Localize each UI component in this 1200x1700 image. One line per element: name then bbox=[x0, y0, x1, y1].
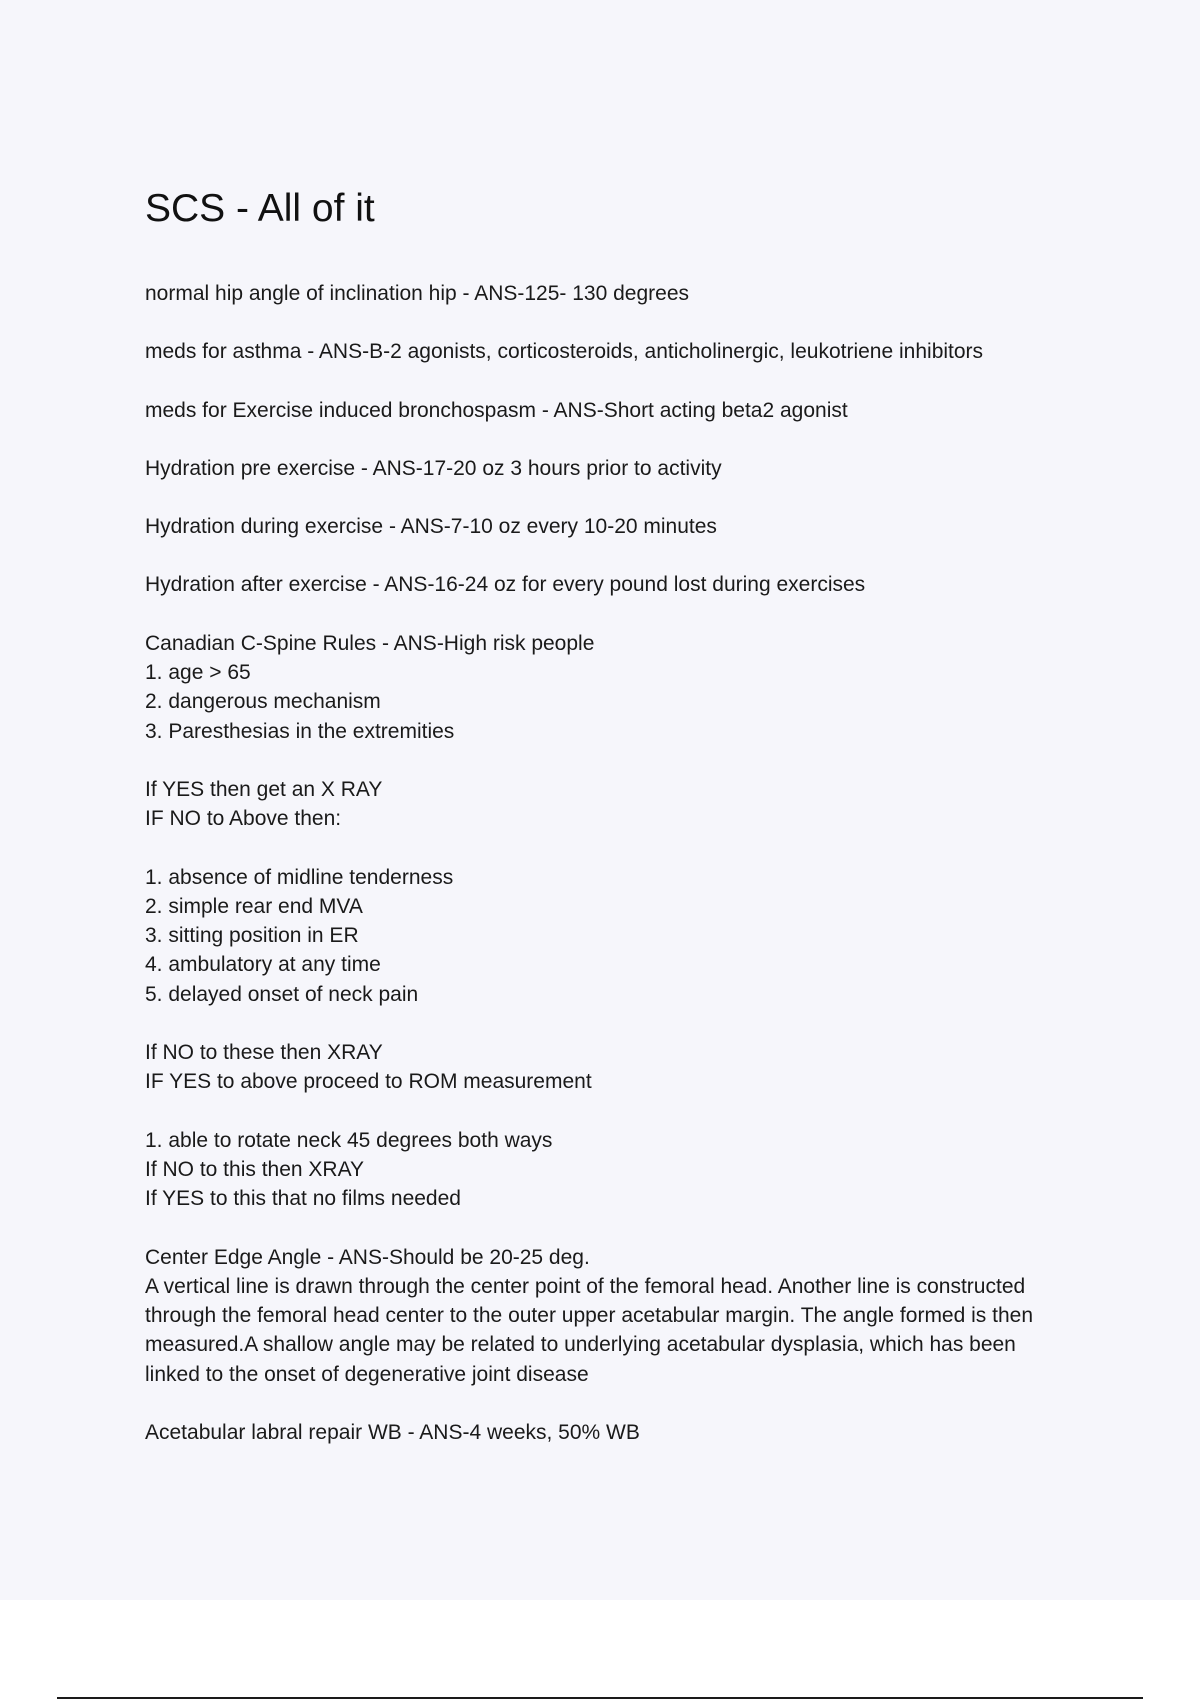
note-entry bbox=[145, 1243, 1090, 1389]
page-title: SCS - All of it bbox=[145, 187, 375, 230]
note-entry bbox=[145, 863, 1090, 1009]
entry-detail-line: 3. Paresthesias in the extremities bbox=[145, 719, 455, 743]
entry-heading-line: normal hip angle of inclination hip - ANS-125- 130 degrees bbox=[145, 282, 690, 305]
entry-heading-line: Hydration during exercise - ANS-7-10 oz every 10-20 minutes bbox=[145, 515, 717, 539]
entry-detail-line: 2. simple rear end MVA bbox=[145, 894, 363, 918]
entry-detail-line: through the femoral head center to the outer upper acetabular margin. The angle formed is then bbox=[145, 1304, 1033, 1328]
bottom-divider bbox=[57, 1697, 1143, 1699]
note-entry bbox=[145, 337, 1090, 366]
note-entry bbox=[145, 1418, 1090, 1447]
note-entry bbox=[145, 629, 1090, 746]
entry-heading-line: If YES then get an X RAY bbox=[145, 777, 383, 801]
entry-detail-line: 4. ambulatory at any time bbox=[145, 953, 381, 977]
note-entry bbox=[145, 570, 1090, 599]
note-entry bbox=[145, 279, 1090, 308]
entry-detail-line: linked to the onset of degenerative joint disease bbox=[145, 1362, 589, 1386]
entry-detail-line: 2. dangerous mechanism bbox=[145, 690, 381, 714]
note-entry bbox=[145, 1126, 1090, 1214]
note-entry bbox=[145, 1038, 1090, 1097]
entry-heading-line: meds for asthma - ANS-B-2 agonists, corticosteroids, anticholinergic, leukotriene inhibitors bbox=[145, 340, 984, 364]
note-entry bbox=[145, 454, 1090, 483]
entry-heading-line: If NO to these then XRAY bbox=[145, 1041, 383, 1065]
entry-detail-line: If YES to this that no films needed bbox=[145, 1187, 461, 1211]
entry-heading-line: Canadian C-Spine Rules - ANS-High risk people bbox=[145, 631, 595, 655]
entry-heading-line: Hydration pre exercise - ANS-17-20 oz 3 hours prior to activity bbox=[145, 456, 722, 480]
entry-heading-line: Acetabular labral repair WB - ANS-4 weeks, 50% WB bbox=[145, 1421, 640, 1445]
entry-detail-line: IF YES to above proceed to ROM measurement bbox=[145, 1070, 592, 1094]
entry-detail-line: measured.A shallow angle may be related to underlying acetabular dysplasia, which has been bbox=[145, 1333, 1016, 1357]
note-entry bbox=[145, 512, 1090, 541]
document-body bbox=[145, 279, 1090, 1447]
entry-heading-line: 1. absence of midline tenderness bbox=[145, 865, 454, 889]
entry-heading-line: Hydration after exercise - ANS-16-24 oz for every pound lost during exercises bbox=[145, 573, 866, 597]
entry-detail-line: 3. sitting position in ER bbox=[145, 924, 359, 948]
note-entry bbox=[145, 775, 1090, 834]
entry-detail-line: IF NO to Above then: bbox=[145, 807, 342, 831]
entry-heading-line: meds for Exercise induced bronchospasm - ANS-Short acting beta2 agonist bbox=[145, 398, 848, 422]
entry-detail-line: 1. age > 65 bbox=[145, 661, 251, 685]
entry-detail-line: If NO to this then XRAY bbox=[145, 1157, 365, 1181]
entry-detail-line: 5. delayed onset of neck pain bbox=[145, 982, 419, 1006]
entry-heading-line: Center Edge Angle - ANS-Should be 20-25 deg. bbox=[145, 1245, 590, 1269]
note-entry bbox=[145, 396, 1090, 425]
entry-detail-line: A vertical line is drawn through the center point of the femoral head. Another line is constructed bbox=[145, 1274, 1026, 1298]
entry-heading-line: 1. able to rotate neck 45 degrees both ways bbox=[145, 1128, 553, 1152]
